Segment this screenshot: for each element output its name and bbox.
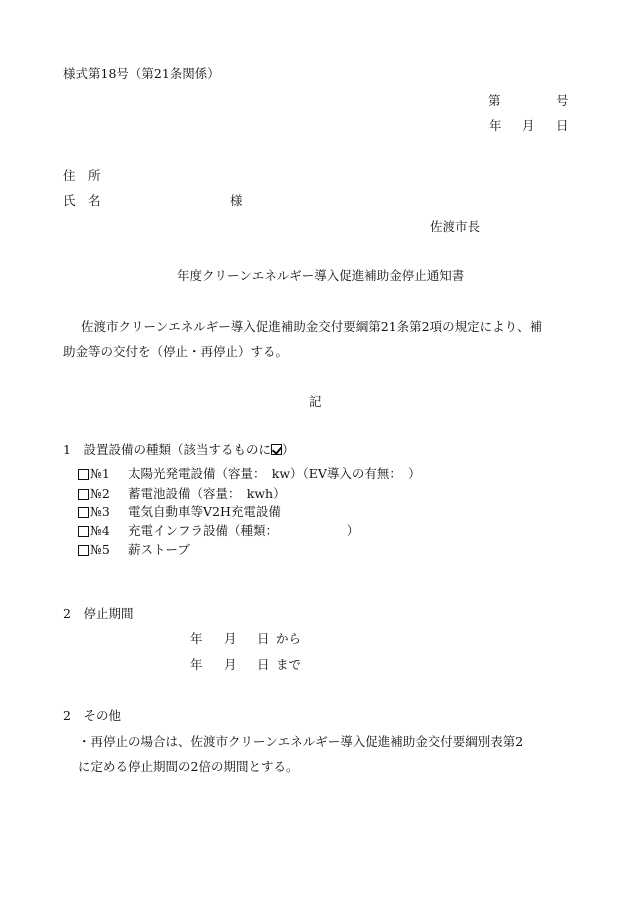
period-from-month: 月 <box>224 631 237 646</box>
form-label: 様式第18号（第21条関係） <box>63 66 220 81</box>
doc-date-day: 日 <box>556 118 569 133</box>
item-text: 充電インフラ設備（種類： ） <box>128 523 360 538</box>
section1-heading-close: ） <box>281 442 295 457</box>
item-number: №1 <box>90 466 110 481</box>
item-text: 薪ストーブ <box>128 542 190 557</box>
equipment-item-1 <box>78 468 421 481</box>
section1-heading-text: 1 設置設備の種類（該当するものに <box>63 442 271 457</box>
section1-heading <box>63 444 294 457</box>
document-title: 年度クリーンエネルギー導入促進補助金停止通知書 <box>177 268 465 283</box>
period-from-day: 日 <box>257 631 270 646</box>
item-number: №3 <box>90 504 110 519</box>
item-number: №4 <box>90 523 110 538</box>
checkbox-icon[interactable] <box>78 507 89 518</box>
equipment-item-2 <box>78 488 286 501</box>
checkbox-icon[interactable] <box>78 489 89 500</box>
equipment-item-3 <box>78 506 281 519</box>
name-label: 氏 名 <box>63 193 101 208</box>
issuer: 佐渡市長 <box>430 219 481 234</box>
checkbox-icon[interactable] <box>78 545 89 556</box>
item-text: 電気自動車等V2H充電設備 <box>128 504 281 519</box>
equipment-item-4 <box>78 525 359 538</box>
checked-box-icon <box>271 444 282 455</box>
doc-date-year: 年 <box>489 118 502 133</box>
body-line-1: 佐渡市クリーンエネルギー導入促進補助金交付要綱第21条第2項の規定により、補 <box>81 319 543 334</box>
item-number: №2 <box>90 486 110 501</box>
checkbox-icon[interactable] <box>78 526 89 537</box>
equipment-item-5 <box>78 544 190 557</box>
period-to-day: 日 <box>257 657 270 672</box>
other-line-2: に定める停止期間の2倍の期間とする。 <box>78 759 299 774</box>
item-text: 蓄電池設備（容量： kwh） <box>128 486 286 501</box>
doc-date-month: 月 <box>522 118 535 133</box>
period-to-suffix: まで <box>276 657 302 672</box>
period-from-year: 年 <box>190 631 203 646</box>
period-from-suffix: から <box>276 631 302 646</box>
honorific: 様 <box>230 193 243 208</box>
checkbox-icon[interactable] <box>78 469 89 480</box>
doc-number-prefix: 第 <box>488 93 501 108</box>
other-line-1: ・再停止の場合は、佐渡市クリーンエネルギー導入促進補助金交付要綱別表第2 <box>78 734 524 749</box>
body-line-2: 助金等の交付を（停止・再停止）する。 <box>63 344 289 359</box>
period-to-month: 月 <box>224 657 237 672</box>
period-to-year: 年 <box>190 657 203 672</box>
section3-heading: 2 その他 <box>63 708 121 723</box>
ki-marker: 記 <box>309 394 322 409</box>
item-number: №5 <box>90 542 110 557</box>
address-label: 住 所 <box>63 168 101 183</box>
section2-heading: 2 停止期間 <box>63 606 134 621</box>
item-text: 太陽光発電設備（容量： kw）（EV導入の有無： ） <box>128 466 421 481</box>
doc-number-suffix: 号 <box>556 93 569 108</box>
